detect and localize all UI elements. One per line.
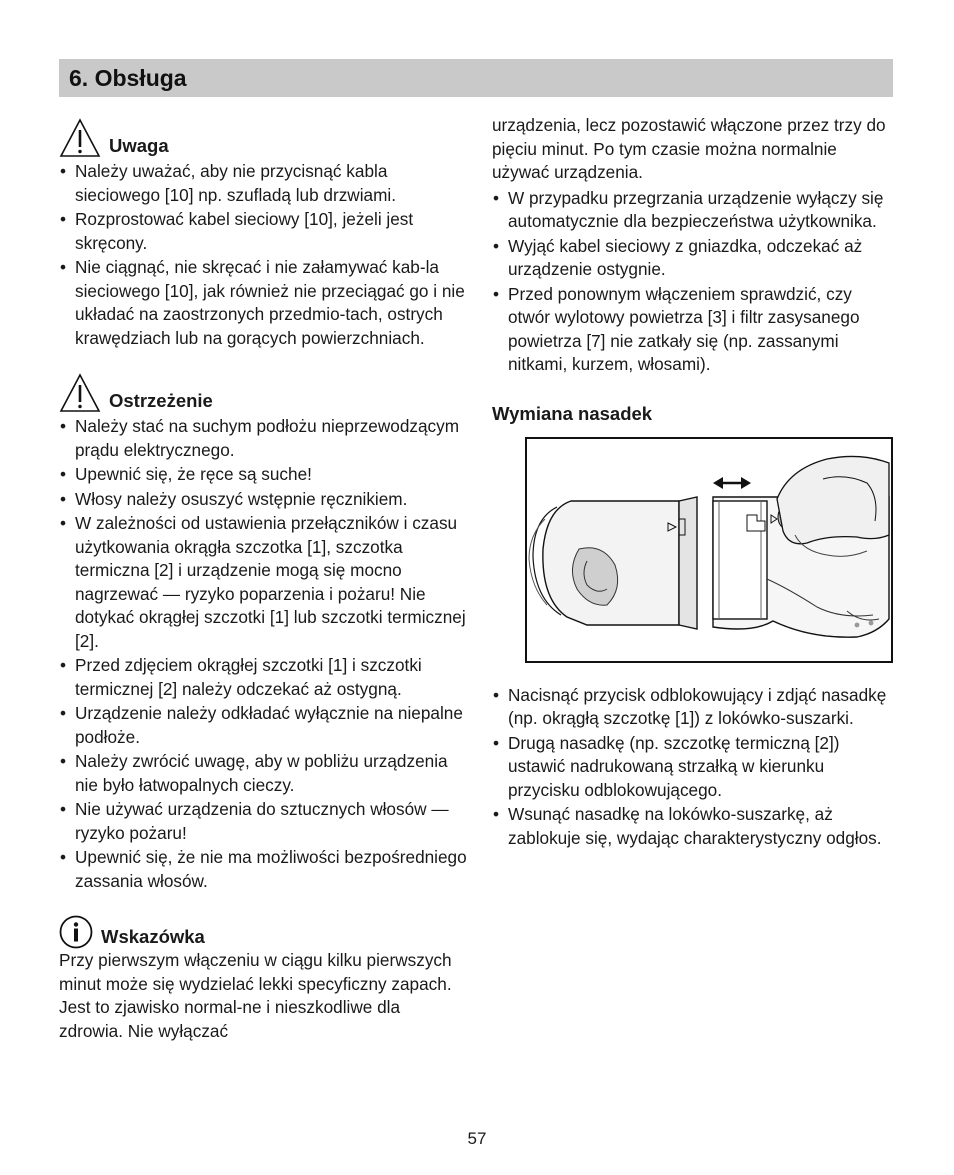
- list-item: • Należy stać na suchym podłożu nieprzewodzącym prądu elektrycznego.: [59, 415, 467, 462]
- list-item: • Drugą nasadkę (np. szczotkę termiczną [2]) ustawić nadrukowaną strzałką w kierunku przycisku odblokowującego.: [492, 732, 897, 803]
- list-item: • Nie ciągnąć, nie skręcać i nie załamywać kab-la sieciowego [10], jak również nie przeciągać go i nie układać na zaostrzonych przedmio-tach, ostrych krawędziach lub na gorących powierzchniach.: [59, 256, 467, 350]
- list-item: • Przed ponownym włączeniem sprawdzić, czy otwór wylotowy powietrza [3] i filtr zasysanego powietrza [7] nie zatkały się (np. zassanymi nitkami, kurzem, włosami).: [492, 283, 897, 377]
- list-item: • Nie używać urządzenia do sztucznych włosów — ryzyko pożaru!: [59, 798, 467, 845]
- list-item: • Należy zwrócić uwagę, aby w pobliżu urządzenia nie było łatwopalnych cieczy.: [59, 750, 467, 797]
- list-item: • Upewnić się, że ręce są suche!: [59, 463, 467, 487]
- list-item: • Urządzenie należy odkładać wyłącznie na niepalne podłoże.: [59, 702, 467, 749]
- ostrzezenie-title: Ostrzeżenie: [109, 390, 213, 411]
- list-item: • Należy uważać, aby nie przycisnąć kabla sieciowego [10] np. szufladą lub drzwiami.: [59, 160, 467, 207]
- uwaga-title: Uwaga: [109, 135, 169, 156]
- right-column: [492, 114, 897, 851]
- wskazowka-title: Wskazówka: [101, 926, 205, 947]
- left-column: [59, 118, 467, 1043]
- list-item: • Rozprostować kabel sieciowy [10], jeżeli jest skręcony.: [59, 208, 467, 255]
- list-item: • W zależności od ustawienia przełączników i czasu użytkowania okrągła szczotka [1], szczotka termiczna [2] i urządzenie mogą się mocno nagrzewać — ryzyko poparzenia i pożaru! Nie dotykać okrągłej szczotki [1] lub szczotki termicznej [2].: [59, 512, 467, 653]
- section-header-bar: [59, 59, 893, 97]
- ostrzezenie-heading: [59, 373, 467, 413]
- list-item: • Nacisnąć przycisk odblokowujący i zdjąć nasadkę (np. okrągłą szczotkę [1]) z lokówko-suszarki.: [492, 684, 897, 731]
- right-list: [492, 187, 897, 377]
- attachment-change-illustration: [527, 439, 891, 661]
- ostrzezenie-list: [59, 415, 467, 893]
- section-title: 6. Obsługa: [69, 65, 187, 91]
- uwaga-heading: [59, 118, 467, 158]
- list-item: • Przed zdjęciem okrągłej szczotki [1] i szczotki termicznej [2] należy odczekać aż ostygną.: [59, 654, 467, 701]
- uwaga-list: [59, 160, 467, 350]
- list-item: • Upewnić się, że nie ma możliwości bezpośredniego zassania włosów.: [59, 846, 467, 893]
- continuation-text: urządzenia, lecz pozostawić włączone przez trzy do pięciu minut. Po tym czasie można normalnie używać urządzenia.: [492, 115, 886, 182]
- warning-triangle-icon: [59, 118, 101, 158]
- warning-triangle-icon: [59, 373, 101, 413]
- list-item: • W przypadku przegrzania urządzenie wyłączy się automatycznie dla bezpieczeństwa użytkownika.: [492, 187, 897, 234]
- page-number: 57: [467, 1129, 487, 1148]
- wymiana-heading: Wymiana nasadek: [492, 402, 653, 424]
- wskazowka-text: Przy pierwszym włączeniu w ciągu kilku pierwszych minut może się wydzielać lekki specyficzny zapach. Jest to zjawisko normal-ne i nieszkodliwe dla zdrowia. Nie wyłączać: [59, 950, 452, 1041]
- wskazowka-heading: [59, 915, 467, 949]
- attachment-change-figure: [525, 437, 893, 663]
- list-item: • Wyjąć kabel sieciowy z gniazdka, odczekać aż urządzenie ostygnie.: [492, 235, 897, 282]
- info-icon: [59, 915, 93, 949]
- list-item: • Włosy należy osuszyć wstępnie ręcznikiem.: [59, 488, 467, 512]
- wymiana-list: [492, 684, 897, 851]
- list-item: • Wsunąć nasadkę na lokówko-suszarkę, aż zablokuje się, wydając charakterystyczny odgłos.: [492, 803, 897, 850]
